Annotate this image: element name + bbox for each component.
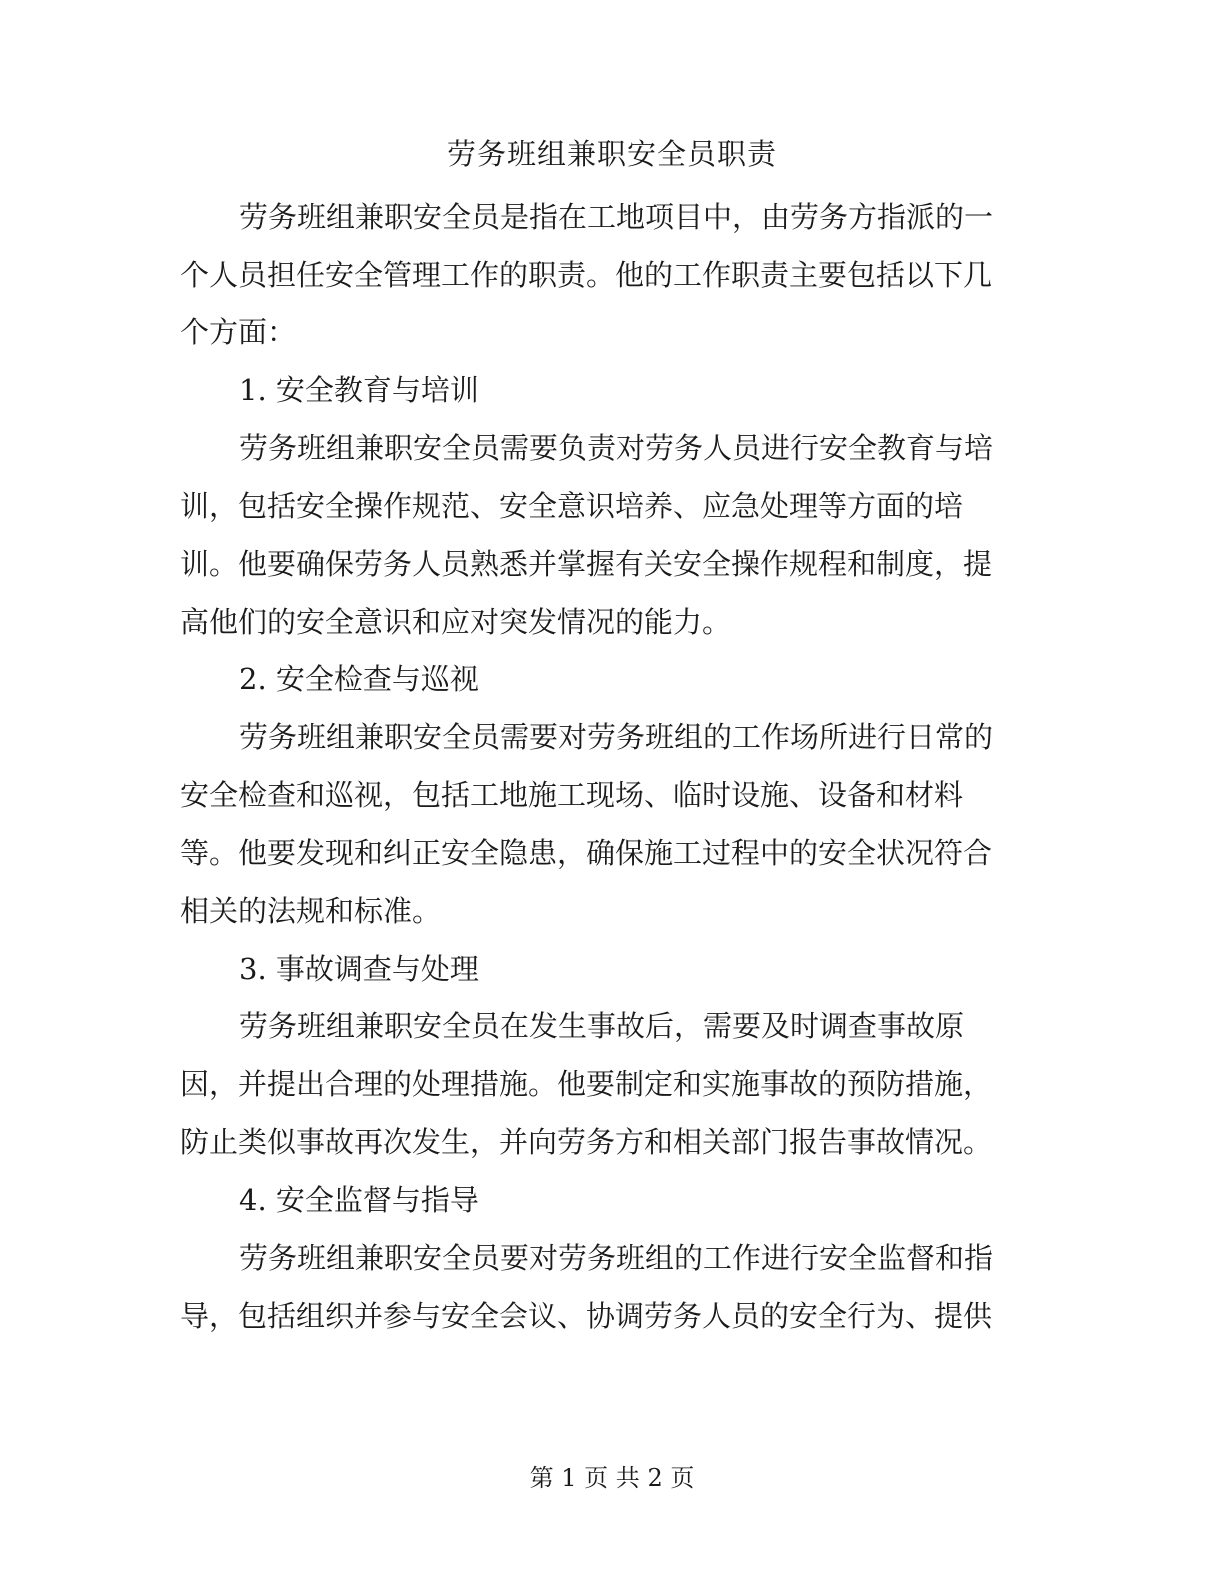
section-heading: 2. 安全检查与巡视 [239,662,479,696]
paragraph-line: 劳务班组兼职安全员要对劳务班组的工作进行安全监督和指 [239,1241,994,1275]
paragraph-line: 劳务班组兼职安全员需要负责对劳务人员进行安全教育与培 [239,431,994,465]
paragraph-line: 劳务班组兼职安全员在发生事故后，需要及时调查事故原 [239,1009,965,1043]
page-number-footer: 第 1 页 共 2 页 [529,1464,695,1492]
section-heading: 4. 安全监督与指导 [239,1183,479,1217]
paragraph-line: 个方面： [180,315,297,349]
paragraph-line: 个人员担任安全管理工作的职责。他的工作职责主要包括以下几 [180,258,993,292]
paragraph-line: 安全检查和巡视，包括工地施工现场、临时设施、设备和材料 [180,778,964,812]
paragraph-line: 因，并提出合理的处理措施。他要制定和实施事故的预防措施， [180,1067,993,1101]
paragraph-line: 等。他要发现和纠正安全隐患，确保施工过程中的安全状况符合 [180,836,993,870]
paragraph-line: 劳务班组兼职安全员需要对劳务班组的工作场所进行日常的 [239,720,994,754]
paragraph-line: 高他们的安全意识和应对突发情况的能力。 [180,605,732,639]
paragraph-line: 训。他要确保劳务人员熟悉并掌握有关安全操作规程和制度，提 [180,547,993,581]
paragraph-line: 相关的法规和标准。 [180,894,442,928]
document-title: 劳务班组兼职安全员职责 [446,137,777,171]
section-heading: 3. 事故调查与处理 [239,952,479,986]
paragraph-line: 训，包括安全操作规范、安全意识培养、应急处理等方面的培 [180,489,964,523]
paragraph-line: 防止类似事故再次发生，并向劳务方和相关部门报告事故情况。 [180,1125,993,1159]
section-heading: 1. 安全教育与培训 [239,373,479,407]
paragraph-line: 劳务班组兼职安全员是指在工地项目中，由劳务方指派的一 [239,200,994,234]
paragraph-line: 导，包括组织并参与安全会议、协调劳务人员的安全行为、提供 [180,1299,993,1333]
